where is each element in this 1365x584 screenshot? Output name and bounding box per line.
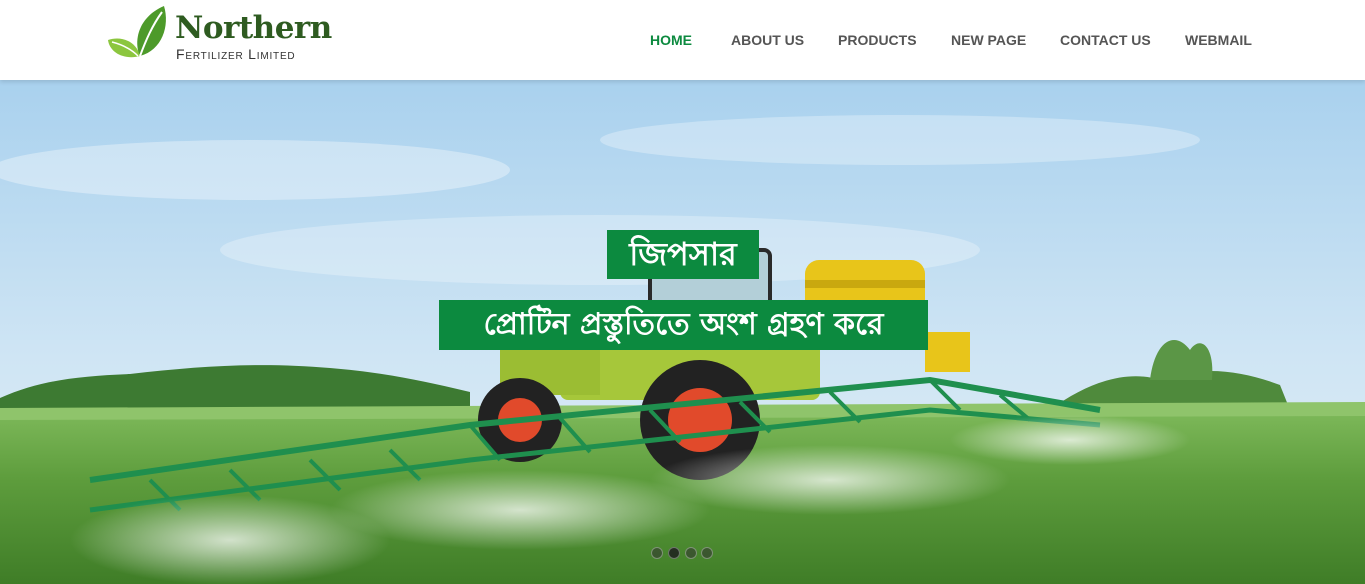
nav-new-page[interactable]: NEW PAGE [951,32,1027,48]
slider-dot-1[interactable] [651,547,663,559]
slider-dot-2[interactable] [668,547,680,559]
nav-home[interactable]: HOME [650,32,692,48]
brand-name: Northern [175,10,332,46]
nav-products[interactable]: PRODUCTS [838,32,917,48]
slider-dot-3[interactable] [685,547,697,559]
hero-slider [0,80,1365,584]
nav-webmail[interactable]: WEBMAIL [1185,32,1252,48]
nav-contact-us[interactable]: CONTACT US [1060,32,1151,48]
nav-about-us[interactable]: ABOUT US [731,32,805,48]
site-header [0,0,1365,80]
hero-caption-subtitle: প্রোটিন প্রস্তুতিতে অংশ গ্রহণ করে [439,300,928,350]
hero-caption-title: জিপসার [607,230,759,279]
brand-tagline: Fertilizer Limited [176,46,296,62]
slider-dot-4[interactable] [701,547,713,559]
slider-pagination [651,547,715,561]
main-nav [0,0,1365,80]
